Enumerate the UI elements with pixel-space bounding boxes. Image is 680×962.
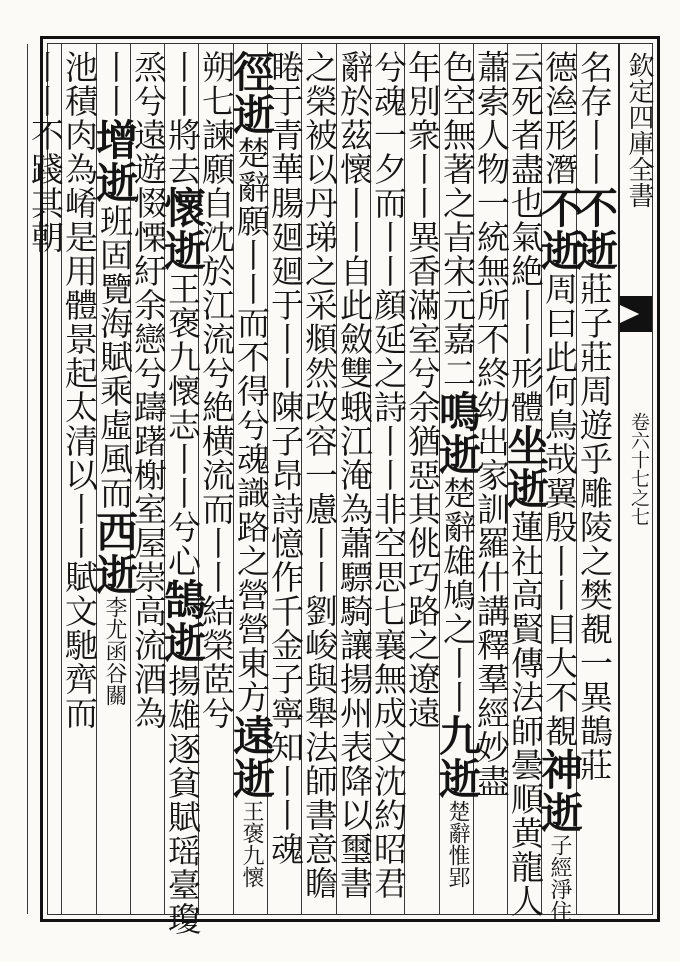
book-title: 欽定四庫全書 [624, 52, 654, 208]
body-text: 揚雄逐貧賦瑶臺瓊 [163, 664, 202, 936]
body-text: 丨丨不踐其朝 [26, 50, 65, 254]
body-text: 丨丨 [95, 50, 134, 118]
annotation-text: 楚辭惟郢 [445, 800, 470, 888]
body-text: 朔七諫願自沈於江流兮絶横流而丨丨 [197, 50, 236, 594]
body-text: 楚辭雄鳩之丨丨 [438, 476, 477, 714]
body-text: 楚辭願丨丨而不得兮魂識路之營營東方 [232, 136, 271, 714]
text-column [23, 50, 67, 912]
body-text: 榭室屋崇高流酒為 [129, 458, 168, 730]
body-text: 之榮被以丹珶之采頫然改容一慮丨丨劉峻與舉法師書意瞻 [300, 50, 339, 900]
headword: 不逝 [570, 186, 619, 272]
body-text: 莊子莊周遊乎雕陵之樊覩一異鵲莊 [575, 272, 614, 782]
body-text: 兮余猶惡其佻巧 [403, 356, 442, 594]
headword: 徑逝 [227, 50, 276, 136]
body-text: 路之遼遠 [403, 594, 442, 730]
annotation-text: 王褒九懷 [239, 800, 264, 888]
body-text: 辭於茲懷丨丨自此斂雙蛾江淹為蕭驃騎讓揚州表降以璽書 [335, 50, 374, 900]
headword: 坐逝 [501, 424, 550, 510]
body-text: 德㴉形潛 [540, 50, 579, 186]
body-text: 班固覽海賦乘虛風而 [95, 204, 134, 510]
annotation-text: 李尤函谷關 [102, 596, 127, 706]
body-text: 兮魂一夕而丨丨顔延之詩丨丨非空思七襄無成文沈約昭君 [369, 50, 408, 900]
body-text: 周曰此何鳥哉翼殷丨丨目大不覩 [540, 272, 579, 748]
body-text: 賦文馳齊而 [60, 560, 99, 730]
margin-column-rule [618, 44, 620, 914]
body-text: 結榮茝兮 [197, 594, 236, 730]
body-text: 蕭索人物一統無所不終 [472, 50, 511, 390]
body-text: 丨丨將去 [163, 50, 202, 186]
headword: 西逝 [90, 510, 139, 596]
body-text: 睠于青華腸廻廻于丨丨陳子昂詩憶作千金子寧知丨丨魂 [266, 50, 305, 866]
headword: 九逝 [433, 714, 482, 800]
body-text: 年別衆丨丨異香滿室 [403, 50, 442, 356]
body-text: 王褒九懷志丨丨兮心 [163, 272, 202, 578]
headword: 神逝 [535, 748, 584, 834]
headword: 增逝 [90, 118, 139, 204]
volume-label: 卷六十七之七 [628, 412, 650, 526]
body-text: 云死者盡也氣絶丨丨形體 [506, 50, 545, 424]
body-text: 池積肉為崤是用 [60, 50, 99, 288]
headword: 遠逝 [227, 714, 276, 800]
body-text: 體景起太清以丨丨 [60, 288, 99, 560]
body-text: 蓮社高賢傳法師曇順黄龍人 [506, 510, 545, 918]
headword: 不逝 [535, 186, 584, 272]
body-text: 幼出家訓羅什講釋羣經妙盡 [472, 390, 511, 798]
headword: 鵠逝 [158, 578, 207, 664]
annotation-text: 子經淨住 [547, 834, 572, 922]
headword: 鳴逝 [433, 390, 482, 476]
body-text: 烝兮遠遊 [129, 50, 168, 186]
body-text: 名存 [575, 50, 614, 118]
headword: 懷逝 [158, 186, 207, 272]
body-text: 色空無著之㫖宋元嘉二 [438, 50, 477, 390]
body-text: 丨丨 [575, 118, 614, 186]
body-text: 惙慄紆余戀兮躊躇 [129, 186, 168, 458]
